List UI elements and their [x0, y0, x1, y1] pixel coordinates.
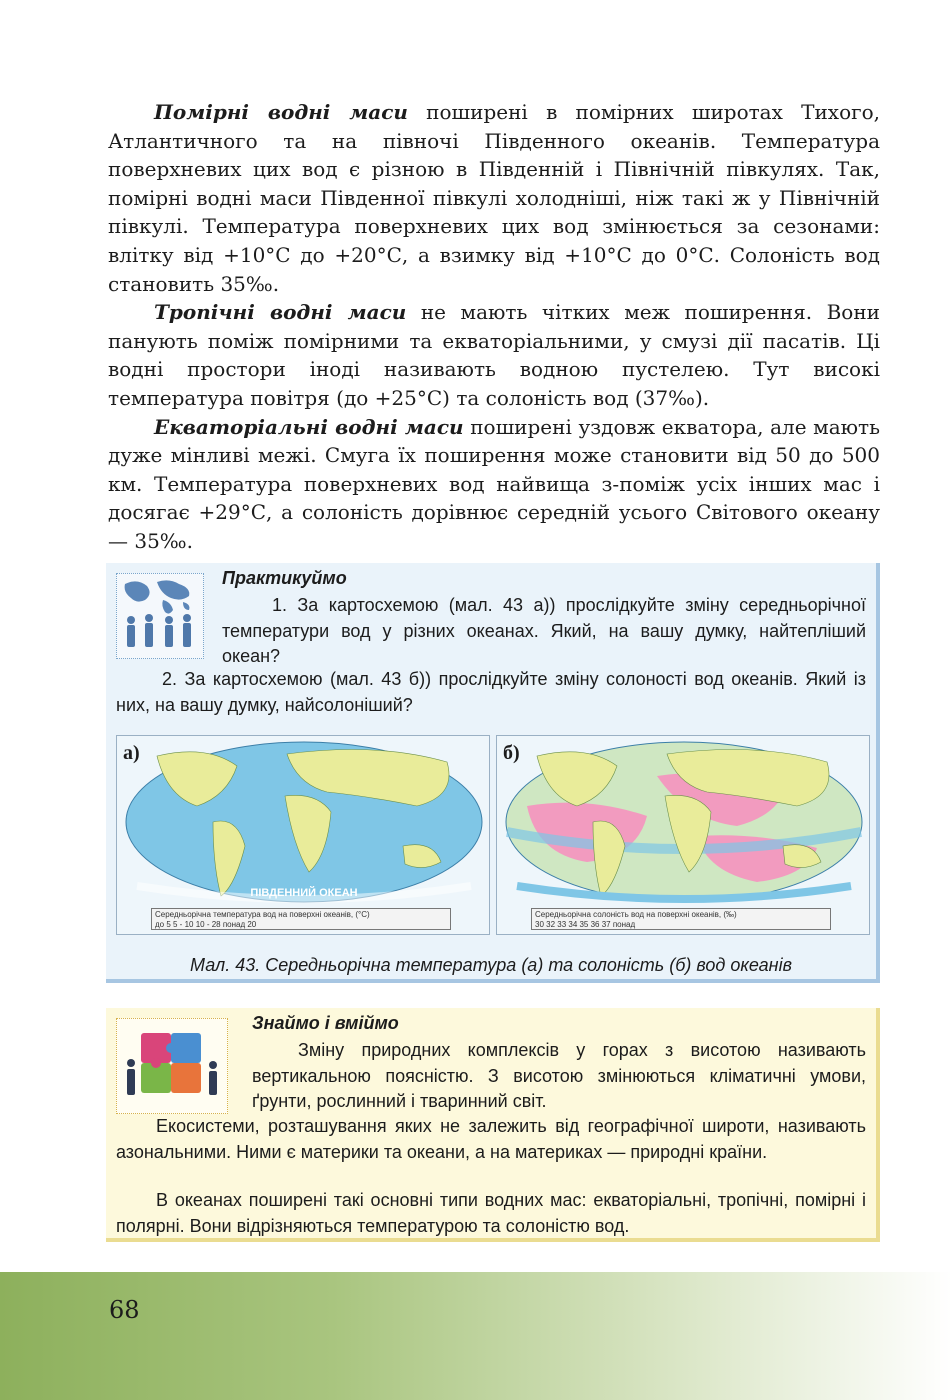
map-b-label: б): [503, 742, 520, 764]
legend-title: Середньорічна солоність вод на поверхні океанів, (‰): [535, 910, 737, 919]
paragraph-equatorial: [108, 413, 880, 556]
term-equatorial: Екваторіальні водні маси: [154, 414, 464, 439]
know-text: Зміну природних комплексів у горах з висотою називають вертикальною поясністю. З висотою змінюються кліматичні умови, ґрунти, рослинний і тваринний світ.: [252, 1040, 866, 1111]
know-text: Екосистеми, розташування яких не залежить від географічної широти, називають азональними. Ними є материки та океани, а на материках — природні країни.: [116, 1116, 866, 1162]
know-paragraph-3: [116, 1188, 866, 1239]
footer-band: [0, 1272, 952, 1400]
paragraph-text: поширені уздовж екватора, але мають дуже мінливі межі. Смуга їх поширення може становити від 50 до 500 км. Температура поверхневих вод найвища з-поміж усіх інших мас і досягає +29°С, а солоність дорівнює середній усього Світового океану — 35‰.: [108, 414, 881, 553]
main-text: [108, 98, 880, 556]
practice-title: Практикуймо: [222, 568, 347, 588]
paragraph-temperate: [108, 98, 880, 298]
paragraph-text: поширені в помірних широтах Тихого, Атлантичного та на півночі Південного океанів. Температура поверхневих цих вод є різною в Південній і Північній півкулях. Так, помірні водні маси Південної півкулі холодніші, ніж такі ж у Північній півкулі. Температура поверхневих цих вод змінюється за сезонами: влітку від +10°С до +20°С, а взимку від +10°С до 0°С. Солоність вод становить 35‰.: [108, 100, 880, 296]
know-title: Знаймо і вміймо: [252, 1013, 399, 1033]
know-paragraph-1: [252, 1038, 866, 1115]
know-paragraph-2: [116, 1114, 866, 1165]
temperature-legend: [151, 908, 451, 930]
practice-question-1: [222, 593, 866, 670]
legend-items: до 5 5 - 10 10 - 28 понад 20: [155, 920, 257, 929]
world-map-people-icon: [116, 573, 204, 659]
paragraph-text: не мають чітких меж поширення. Вони панують поміж помірними та екваторіальними, у смузі дії пасатів. Ці водні простори іноді називають водною пустелею. Тут високі температура повітря (до +25°С) та солоність вод (37‰).: [108, 300, 880, 410]
term-tropical: Тропічні водні маси: [154, 300, 407, 325]
know-box: [106, 1008, 880, 1242]
salinity-legend: [531, 908, 831, 930]
salinity-map: [496, 735, 870, 935]
legend-title: Середньорічна температура вод на поверхні океанів, (°С): [155, 910, 370, 919]
page-number: 68: [109, 1296, 140, 1324]
question-text: 1. За картосхемою (мал. 43 а)) прослідкуйте зміну середньорічної температури вод у різних океанах. Який, на вашу думку, найтепліший океан?: [222, 595, 866, 666]
term-temperate: Помірні водні маси: [154, 100, 408, 124]
question-text: 2. За картосхемою (мал. 43 б)) прослідкуйте зміну солоності вод океанів. Який із них, на вашу думку, найсолоніший?: [116, 669, 866, 715]
southern-ocean-label: ПІВДЕННИЙ ОКЕАН: [250, 887, 358, 899]
puzzle-people-icon: [116, 1018, 228, 1114]
legend-items: 30 32 33 34 35 36 37 понад: [535, 920, 636, 929]
paragraph-tropical: [108, 298, 880, 412]
practice-question-2: [116, 667, 866, 718]
map-a-label: а): [123, 742, 140, 764]
temperature-map: [116, 735, 490, 935]
practice-box: [106, 563, 880, 983]
know-text: В океанах поширені такі основні типи водних мас: екваторіальні, тропічні, помірні і полярні. Вони відрізняються температурою та солоністю вод.: [116, 1190, 866, 1236]
figure-caption: Мал. 43. Середньорічна температура (а) та солоність (б) вод океанів: [190, 955, 792, 975]
